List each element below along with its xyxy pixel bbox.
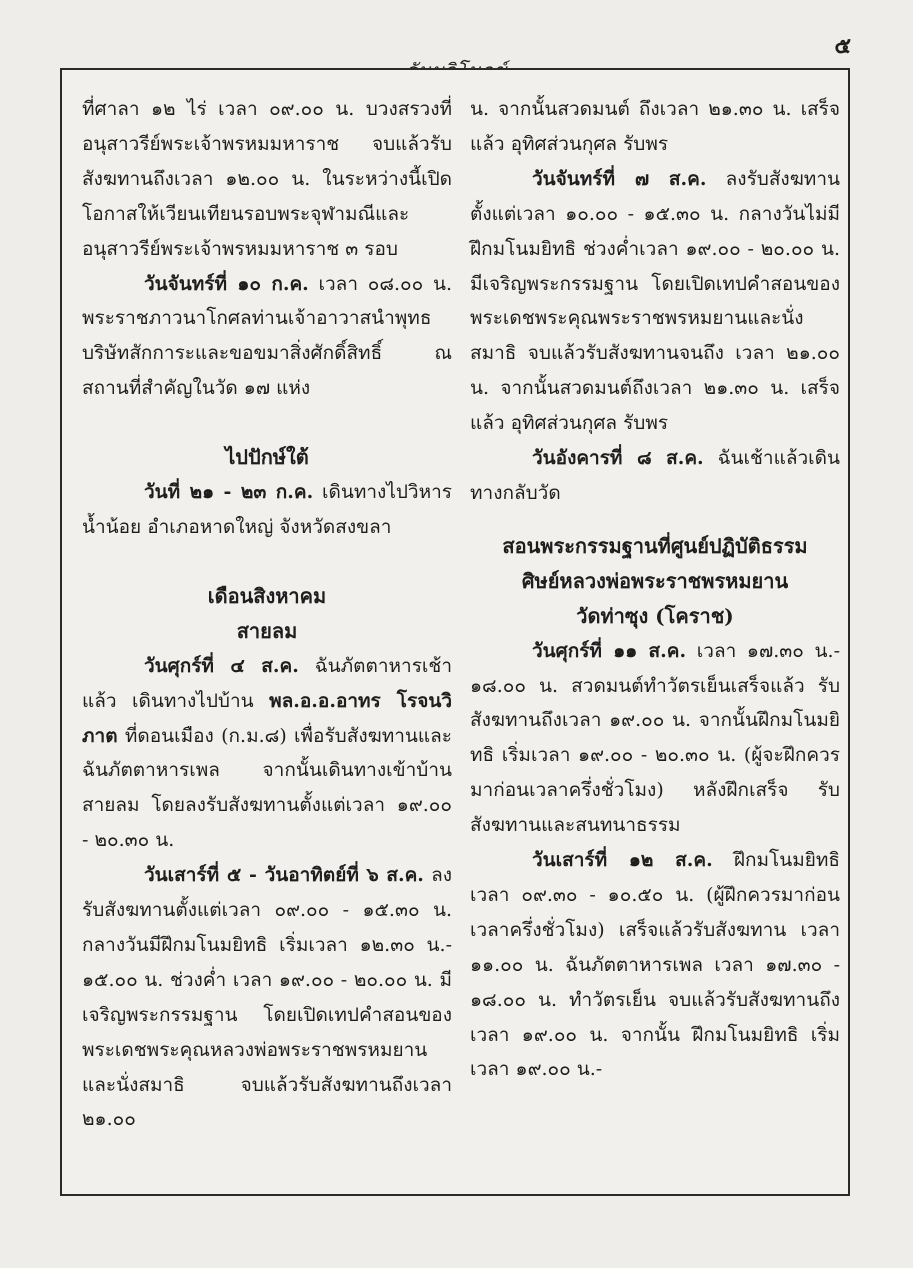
paragraph — [470, 441, 840, 511]
day-heading: วันจันทร์ที่ ๑๐ ก.ค. — [144, 272, 309, 295]
paragraph: น. จากนั้นสวดมนต์ ถึงเวลา ๒๑.๓๐ น. เสร็จแล้ว อุทิศส่วนกุศล รับพร — [470, 98, 840, 155]
paragraph-text: เวลา ๑๗.๓๐ น.- ๑๘.๐๐ น. สวดมนต์ทำวัตรเย็นเสร็จแล้ว รับสังฆทานถึงเวลา ๑๙.๐๐ น. จากนั้นฝึกมโนมยิทธิ เริ่มเวลา ๑๙.๐๐ - ๒๐.๓๐ น. (ผู้จะฝึกควรมาก่อนเวลาครึ่งชั่วโมง) หลังฝึกเสร็จ รับสังฆทานและสนทนาธรรม — [470, 639, 841, 837]
right-column — [470, 92, 840, 1087]
place-heading: สายลม — [236, 618, 298, 643]
paragraph-text: เวลา ๐๘.๐๐ น. พระราชภาวนาโกศลท่านเจ้าอาวาสนำพุทธบริษัทสักการะและขอขมาสิ่งศักดิ์สิทธิ์ ณ สถานที่สำคัญในวัด ๑๗ แห่ง — [82, 272, 452, 400]
paragraph-text: เดินทางไปวิหารน้ำน้อย อำเภอหาดใหญ่ จังหวัดสงขลา — [82, 481, 452, 538]
section-heading: วัดท่าซุง (โคราช) — [576, 603, 734, 628]
day-heading: วันเสาร์ที่ ๕ - วันอาทิตย์ที่ ๖ ส.ค. — [144, 864, 424, 887]
section-heading: สอนพระกรรมฐานที่ศูนย์ปฏิบัติธรรม — [502, 533, 808, 558]
paragraph: ที่ศาลา ๑๒ ไร่ เวลา ๐๙.๐๐ น. บวงสรวงที่อนุสาวรีย์พระเจ้าพรหมมหาราช จบแล้วรับสังฆทานถึงเวลา ๑๒.๐๐ น. ในระหว่างนี้เปิดโอกาสให้เวียนเทียนรอบพระจุฬามณีและอนุสาวรีย์พระเจ้าพรหมมหาราช ๓ รอบ — [82, 98, 452, 260]
paragraph-text: ฉันเช้าแล้วเดินทางกลับวัด — [470, 447, 840, 504]
day-heading: วันศุกร์ที่ ๑๑ ส.ค. — [532, 639, 687, 662]
paragraph-text: ฝึกมโนมยิทธิ เวลา ๐๙.๓๐ - ๑๐.๕๐ น. (ผู้ฝึกควรมาก่อนเวลาครึ่งชั่วโมง) เสร็จแล้วรับสังฆทาน เวลา ๑๑.๐๐ น. ฉันภัตตาหารเพล เวลา ๑๗.๓๐ - ๑๘.๐๐ น. ทำวัตรเย็น จบแล้วรับสังฆทานถึงเวลา ๑๙.๐๐ น. จากนั้น ฝึกมโนมยิทธิ เริ่มเวลา ๑๙.๐๐ น.- — [470, 849, 840, 1081]
month-heading: เดือนสิงหาคม — [207, 583, 327, 608]
paragraph — [82, 649, 452, 858]
paragraph — [470, 162, 840, 441]
paragraph-text: ฉันภัตตาหารเช้าแล้ว เดินทางไปบ้าน — [82, 654, 452, 712]
day-heading: วันอังคารที่ ๘ ส.ค. — [532, 447, 704, 470]
paragraph-text: ลงรับสังฆทานตั้งแต่เวลา ๐๙.๐๐ - ๑๕.๓๐ น. กลางวันมีฝึกมโนมยิทธิ เริ่มเวลา ๑๒.๓๐ น.- ๑๕.๐๐ น. ช่วงค่ำ เวลา ๑๙.๐๐ - ๒๐.๐๐ น. มีเจริญพระกรรมฐาน โดยเปิดเทปคำสอนของพระเดชพระคุณหลวงพ่อพระราชพรหมยานและนั่งสมาธิ จบแล้วรับสังฆทานถึงเวลา ๒๑.๐๐ — [82, 864, 452, 1131]
paragraph-text: ลงรับสังฆทานตั้งแต่เวลา ๑๐.๐๐ - ๑๕.๓๐ น. กลางวันไม่มีฝึกมโนมยิทธิ ช่วงค่ำเวลา ๑๙.๐๐ - ๒๐.๐๐ น. มีเจริญพระกรรมฐาน โดยเปิดเทปคำสอนของพระเดชพระคุณพระราชพรหมยานและนั่งสมาธิ จบแล้วรับสังฆทานจนถึง เวลา ๒๑.๐๐ น. จากนั้นสวดมนต์ถึงเวลา ๒๑.๓๐ น. เสร็จแล้ว อุทิศส่วนกุศล รับพร — [470, 167, 840, 435]
person-name: พล.อ.อ.อาทร โรจนวิภาต — [82, 689, 452, 747]
paragraph-text: ที่ดอนเมือง (ก.ม.๘) เพื่อรับสังฆทานและฉันภัตตาหารเพล จากนั้นเดินทางเข้าบ้านสายลม โดยลงรับสังฆทานตั้งแต่เวลา ๑๙.๐๐ - ๒๐.๓๐ น. — [82, 724, 452, 852]
section-heading: ไปปักษ์ใต้ — [225, 445, 309, 470]
page-number: ๕ — [834, 33, 851, 59]
left-column — [82, 92, 452, 1137]
paragraph — [82, 475, 452, 545]
section-heading: ศิษย์หลวงพ่อพระราชพรหมยาน — [521, 568, 789, 593]
day-heading: วันเสาร์ที่ ๑๒ ส.ค. — [532, 849, 713, 872]
paragraph — [470, 634, 840, 843]
paragraph — [470, 843, 840, 1087]
day-heading: วันจันทร์ที่ ๗ ส.ค. — [532, 167, 707, 190]
paragraph — [82, 858, 452, 1137]
paragraph — [82, 267, 452, 407]
day-heading: วันที่ ๒๑ - ๒๓ ก.ค. — [144, 481, 314, 504]
text-frame — [60, 68, 850, 1196]
day-heading: วันศุกร์ที่ ๔ ส.ค. — [144, 654, 299, 677]
